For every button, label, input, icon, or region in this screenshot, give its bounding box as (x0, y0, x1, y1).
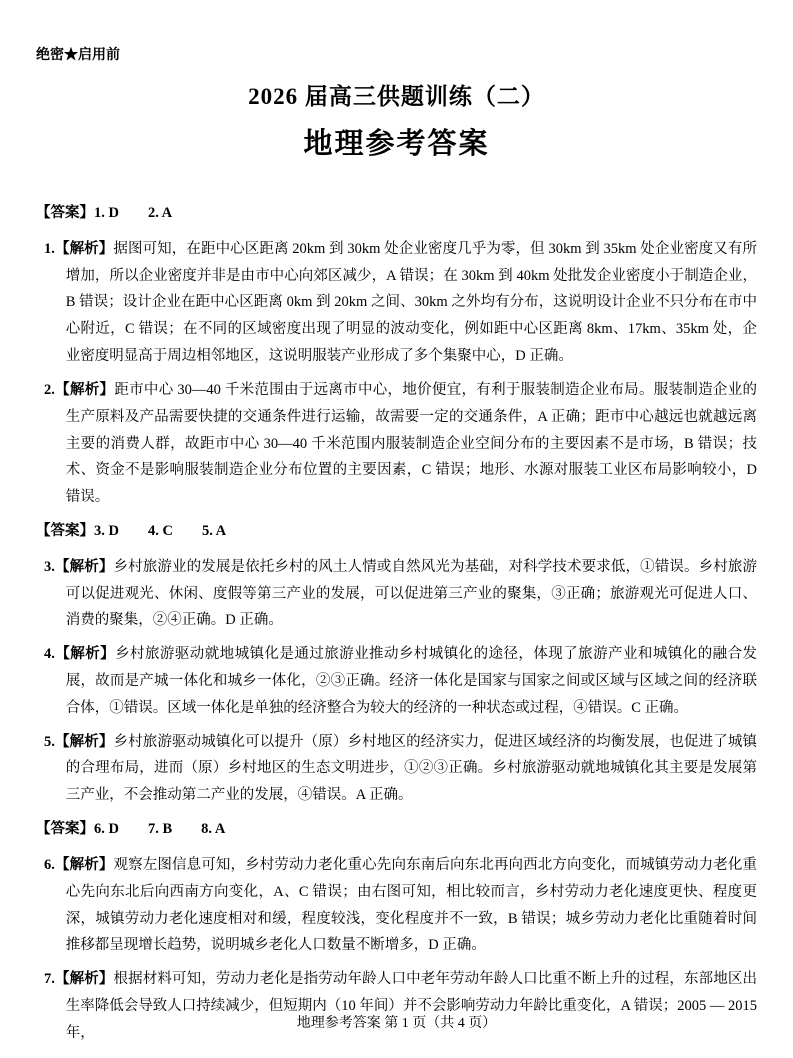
analysis-text: 根据材料可知，劳动力老化是指劳动年龄人口中老年劳动年龄人口比重不断上升的过程，东部地区出生率降低会导致人口持续减少，但短期内（10 年间）并不会影响劳动力年龄比重变化，A 错误；2005 — 2015 年， (65, 971, 757, 1041)
answer-label: 【答案】 (36, 205, 94, 221)
analysis-label: 【解析】 (54, 381, 115, 398)
analysis-paragraph (44, 966, 757, 1046)
analysis-paragraph (44, 729, 757, 809)
item-number: 6. (44, 856, 55, 873)
security-classification: 绝密★启用前 (36, 48, 120, 63)
item-number: 7. (44, 971, 55, 988)
answer-label: 【答案】 (36, 821, 94, 838)
analysis-label: 【解析】 (54, 646, 116, 663)
analysis-text: 乡村旅游业的发展是依托乡村的风土人情或自然风光为基础，对科学技术要求低，①错误。乡村旅游可以促进观光、休闲、度假等第三产业的发展，可以促进第三产业的聚集，③正确；旅游观光可促进人口、消费的聚集，②④正确。D 正确。 (65, 558, 757, 629)
item-number: 3. (44, 558, 55, 575)
analysis-text: 据图可知，在距中心区距离 20km 到 30km 处企业密度几乎为零，但 30km 到 35km 处企业密度又有所增加，所以企业密度并非是由市中心向郊区减少，A 错误；在 30km 到 40km 处批发企业密度小于制造企业，B 错误；设计企业在距中心区距离 0km 到 20km 之间、30km 之外均有分布，这说明设计企业不只分布在市中心附近，C 错误；在不同的区域密度出现了明显的波动变化，例如距中心区距离 8km、17km、35km 处，企业密度明显高于周边相邻地区，这说明服装产业形成了多个集聚中心，D 正确。 (65, 240, 757, 365)
analysis-label: 【解析】 (54, 971, 114, 988)
analysis-paragraph (44, 377, 757, 511)
answer-values: 1. D 2. A (94, 205, 173, 221)
page-title: 2026 届高三供题训练（二） (248, 84, 545, 109)
analysis-paragraph (44, 554, 757, 634)
analysis-label: 【解析】 (54, 240, 114, 257)
analysis-text: 乡村旅游驱动就地城镇化是通过旅游业推动乡村城镇化的途径，体现了旅游产业和城镇化的融合发展，故而是产城一体化和城乡一体化，②③正确。经济一体化是国家与国家之间或区域与区域之间的经济联合体，①错误。区域一体化是单独的经济整合为较大的经济的一种状态或过程，④错误。C 正确。 (65, 646, 758, 716)
analysis-label: 【解析】 (54, 733, 114, 750)
item-number: 4. (44, 646, 55, 663)
answer-line (36, 200, 757, 227)
answer-values: 6. D 7. B 8. A (94, 821, 226, 838)
item-number: 5. (44, 733, 55, 750)
analysis-text: 距市中心 30—40 千米范围由于远离市中心，地价便宜，有利于服装制造企业布局。服装制造企业的生产原料及产品需要快捷的交通条件进行运输，故需要一定的交通条件，A 正确；距市中心越远也就越远离主要的消费人群，故距市中心 30—40 千米范围内服装制造企业空间分布的主要因素不是市场，B 错误；技术、资金不是影响服装制造企业分布位置的主要因素，C 错误；地形、水源对服装工业区布局影响较小，D 错误。 (65, 381, 758, 506)
content (36, 200, 757, 1047)
answer-line (36, 816, 757, 843)
page-subtitle: 地理参考答案 (303, 128, 490, 160)
answer-label: 【答案】 (36, 522, 94, 539)
analysis-label: 【解析】 (54, 856, 114, 873)
item-number: 2. (44, 381, 55, 398)
page-footer: 地理参考答案 第 1 页（共 4 页） (296, 1016, 497, 1031)
analysis-text: 观察左图信息可知，乡村劳动力老化重心先向东南后向东北再向西北方向变化，而城镇劳动力老化重心先向东北后向西南方向变化，A、C 错误；由右图可知，相比较而言，乡村劳动力老化速度更快、程度更深，城镇劳动力老化速度相对和缓，程度较浅，变化程度并不一致，B 错误；城乡劳动力老化比重随着时间推移都呈现增长趋势，说明城乡老化人口数量不断增多，D 正确。 (65, 856, 757, 954)
item-number: 1. (44, 240, 55, 257)
answer-values: 3. D 4. C 5. A (94, 522, 227, 539)
analysis-paragraph (44, 236, 757, 370)
analysis-paragraph (44, 641, 757, 721)
analysis-paragraph (44, 852, 757, 959)
analysis-text: 乡村旅游驱动城镇化可以提升（原）乡村地区的经济实力，促进区域经济的均衡发展，也促进了城镇的合理布局，进而（原）乡村地区的生态文明进步，①②③正确。乡村旅游驱动就地城镇化其主要是发展第三产业，不会推动第二产业的发展，④错误。A 正确。 (65, 733, 757, 804)
answer-line (36, 518, 757, 545)
analysis-label: 【解析】 (54, 558, 114, 575)
